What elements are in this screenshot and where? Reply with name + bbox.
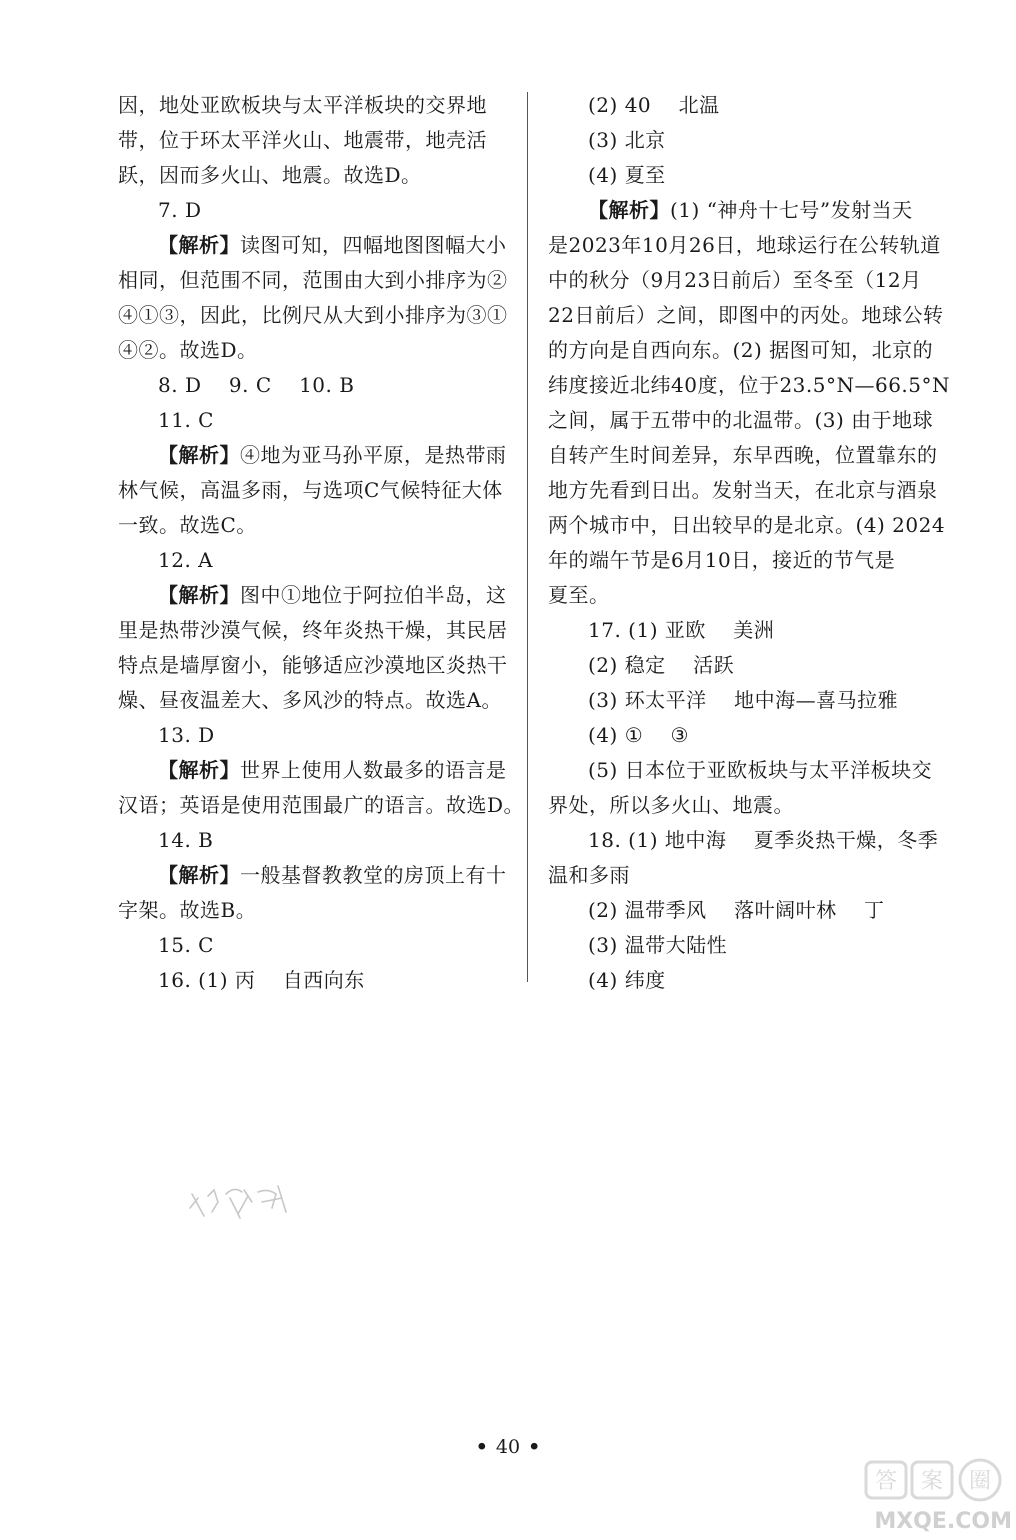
right-column-text: 两个城市中，日出较早的是北京。(4) 2024	[548, 513, 946, 537]
left-column-line	[118, 508, 516, 543]
svg-text:案: 案	[920, 1469, 944, 1494]
left-column-text: 12. A	[158, 548, 214, 572]
left-column-text: 一般基督教教堂的房顶上有十	[240, 863, 507, 887]
right-column-line	[548, 263, 922, 298]
right-column-text: (2) 温带季风 落叶阔叶林 丁	[588, 898, 885, 922]
left-column-line	[118, 683, 516, 718]
left-column-line	[118, 718, 516, 753]
left-column	[118, 88, 525, 998]
left-column-text: 13. D	[158, 723, 215, 747]
right-column-text: 温和多雨	[548, 863, 630, 887]
watermark-logo	[816, 1456, 1016, 1536]
right-column-line	[548, 298, 944, 333]
right-column-line	[548, 88, 906, 123]
page-number: • 40 •	[475, 1436, 541, 1458]
left-column-text: ④②。故选D。	[118, 338, 258, 362]
left-column-text: 15. C	[158, 933, 214, 957]
right-column-line	[548, 228, 941, 263]
right-column-line	[548, 368, 951, 403]
left-column-line	[118, 298, 516, 333]
left-column-text: ④地为亚马孙平原，是热带雨	[240, 443, 507, 467]
right-column-text: (1) “神舟十七号”发射当天	[670, 198, 913, 222]
right-column-line	[548, 648, 906, 683]
left-column-line	[118, 858, 516, 893]
right-column-text: (4) 夏至	[588, 163, 666, 187]
right-column-text: 之间，属于五带中的北温带。(3) 由于地球	[548, 408, 934, 432]
right-column-text: 年的端午节是6月10日，接近的节气是	[548, 548, 896, 572]
left-column-text: 特点是墙厚窗小，能够适应沙漠地区炎热干	[118, 653, 508, 677]
right-column-text: 地方先看到日出。发射当天，在北京与酒泉	[548, 478, 938, 502]
left-column-text: 11. C	[158, 408, 214, 432]
left-column-line	[118, 648, 516, 683]
right-column-text: 纬度接近北纬40度，位于23.5°N—66.5°N	[548, 373, 951, 397]
right-column-line	[548, 928, 906, 963]
right-column-line	[548, 718, 906, 753]
left-column-line	[118, 963, 516, 998]
right-column-text: (3) 环太平洋 地中海—喜马拉雅	[588, 688, 899, 712]
left-column-line	[118, 578, 516, 613]
right-column-text: (4) ① ③	[588, 723, 689, 747]
column-divider	[527, 92, 528, 982]
right-column-text: 夏至。	[548, 583, 610, 607]
right-column-line	[548, 438, 938, 473]
left-column-line	[118, 403, 516, 438]
svg-text:MXQE.COM: MXQE.COM	[874, 1509, 1012, 1534]
left-column-line	[118, 893, 516, 928]
right-column-line	[548, 788, 906, 823]
right-column-text: (4) 纬度	[588, 968, 666, 992]
right-column-line	[548, 963, 906, 998]
left-column-text: 14. B	[158, 828, 214, 852]
right-column-line	[548, 158, 906, 193]
right-column-text: 18. (1) 地中海 夏季炎热干燥，冬季	[588, 828, 939, 852]
left-column-text: 图中①地位于阿拉伯半岛，这	[240, 583, 507, 607]
right-column-line	[548, 123, 906, 158]
left-column-text: 跃，因而多火山、地震。故选D。	[118, 163, 422, 187]
left-column-line	[118, 438, 516, 473]
left-column-line	[118, 193, 516, 228]
right-column-text: 自转产生时间差异，东早西晚，位置靠东的	[548, 443, 938, 467]
left-column-text: 林气候，高温多雨，与选项C气候特征大体	[118, 478, 503, 502]
left-column-line	[118, 263, 516, 298]
right-column-text: 是2023年10月26日，地球运行在公转轨道	[548, 233, 941, 257]
left-column-text: 16. (1) 丙 自西向东	[158, 968, 365, 992]
analysis-tag: 【解析】	[158, 583, 240, 607]
left-column-line	[118, 228, 516, 263]
right-column-text: (3) 北京	[588, 128, 666, 152]
analysis-tag: 【解析】	[158, 443, 240, 467]
right-column-line	[548, 193, 913, 228]
right-column-text: 界处，所以多火山、地震。	[548, 793, 794, 817]
right-column-line	[548, 473, 938, 508]
right-column-line	[548, 333, 934, 368]
left-column-text: 燥、昼夜温差大、多风沙的特点。故选A。	[118, 688, 502, 712]
right-column-line	[548, 578, 906, 613]
left-column-line	[118, 368, 516, 403]
left-column-text: 一致。故选C。	[118, 513, 257, 537]
right-column-line	[548, 403, 934, 438]
right-column-text: (5) 日本位于亚欧板块与太平洋板块交	[588, 758, 933, 782]
right-column-text: 的方向是自西向东。(2) 据图可知，北京的	[548, 338, 934, 362]
left-column-line	[118, 473, 516, 508]
left-column-text: 世界上使用人数最多的语言是	[240, 758, 507, 782]
left-column-text: 因，地处亚欧板块与太平洋板块的交界地	[118, 93, 487, 117]
right-column-text: 17. (1) 亚欧 美洲	[588, 618, 775, 642]
analysis-tag: 【解析】	[158, 758, 240, 782]
left-column-text: ④①③，因此，比例尺从大到小排序为③①	[118, 303, 508, 327]
right-column-text: (2) 稳定 活跃	[588, 653, 735, 677]
right-column-line	[548, 683, 906, 718]
analysis-tag: 【解析】	[158, 233, 240, 257]
right-column	[548, 88, 951, 998]
left-column-text: 里是热带沙漠气候，终年炎热干燥，其民居	[118, 618, 508, 642]
right-column-line	[548, 508, 946, 543]
left-column-text: 8. D 9. C 10. B	[158, 373, 355, 397]
analysis-tag: 【解析】	[588, 198, 670, 222]
left-column-line	[118, 928, 516, 963]
left-column-line	[118, 613, 516, 648]
right-column-text: 22日前后）之间，即图中的丙处。地球公转	[548, 303, 944, 327]
svg-text:答: 答	[874, 1469, 898, 1494]
analysis-tag: 【解析】	[158, 863, 240, 887]
right-column-line	[548, 543, 906, 578]
right-column-text: (2) 40 北温	[588, 93, 720, 117]
right-column-text: (3) 温带大陆性	[588, 933, 728, 957]
left-column-text: 7. D	[158, 198, 202, 222]
right-column-line	[548, 613, 906, 648]
left-column-line	[118, 88, 516, 123]
left-column-line	[118, 158, 516, 193]
left-column-text: 相同，但范围不同，范围由大到小排序为②	[118, 268, 508, 292]
left-column-text: 汉语；英语是使用范围最广的语言。故选D。	[118, 793, 525, 817]
left-column-line	[118, 543, 516, 578]
left-column-line	[118, 123, 516, 158]
right-column-line	[548, 858, 906, 893]
left-column-text: 读图可知，四幅地图图幅大小	[240, 233, 507, 257]
handwritten-scribble	[182, 1168, 294, 1228]
right-column-text: 中的秋分（9月23日前后）至冬至（12月	[548, 268, 922, 292]
left-column-line	[118, 753, 516, 788]
svg-text:圈: 圈	[968, 1469, 992, 1494]
left-column-line	[118, 333, 516, 368]
right-column-line	[548, 753, 933, 788]
left-column-text: 字架。故选B。	[118, 898, 257, 922]
left-column-text: 带，位于环太平洋火山、地震带，地壳活	[118, 128, 487, 152]
left-column-line	[118, 788, 525, 823]
right-column-line	[548, 823, 939, 858]
right-column-line	[548, 893, 906, 928]
left-column-line	[118, 823, 516, 858]
